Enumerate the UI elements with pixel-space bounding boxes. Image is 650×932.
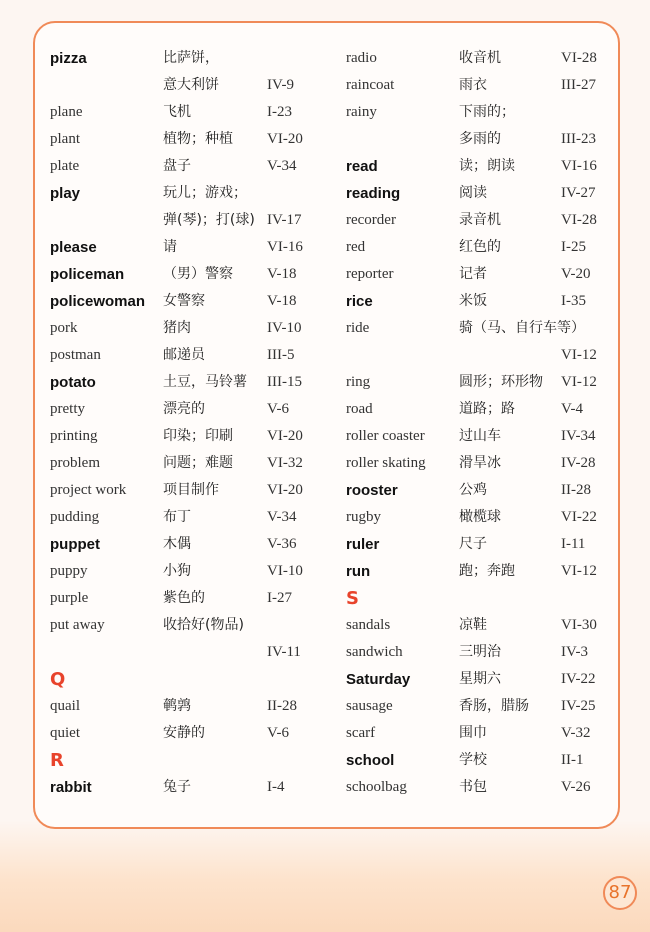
entry-reference: V-18 bbox=[267, 293, 297, 309]
entry-reference: III-27 bbox=[561, 77, 596, 93]
entry-reference: V-20 bbox=[561, 266, 591, 282]
entry-reference: VI-12 bbox=[561, 563, 597, 579]
entry-reference: I-4 bbox=[267, 779, 285, 795]
entry-reference: VI-12 bbox=[561, 374, 597, 390]
entry-meaning: 安静的 bbox=[163, 725, 205, 741]
entry-reference: IV-34 bbox=[561, 428, 596, 444]
entry-meaning: 尺子 bbox=[459, 536, 487, 552]
entry-meaning: 红色的 bbox=[459, 239, 501, 255]
entry-meaning: 录音机 bbox=[459, 212, 501, 228]
entry-meaning: 书包 bbox=[459, 779, 487, 795]
entry-reference: I-35 bbox=[561, 293, 586, 309]
entry-word: radio bbox=[346, 50, 377, 66]
entry-meaning: 项目制作 bbox=[163, 482, 219, 498]
entry-reference: II-28 bbox=[267, 698, 297, 714]
entry-reference: VI-30 bbox=[561, 617, 597, 633]
entry-reference: VI-12 bbox=[561, 347, 597, 363]
entry-reference: IV-28 bbox=[561, 455, 596, 471]
entry-meaning: 印染；印刷 bbox=[163, 428, 233, 444]
entry-word: project work bbox=[50, 482, 127, 498]
entry-meaning: 土豆，马铃薯 bbox=[163, 374, 247, 390]
entry-meaning: 米饭 bbox=[459, 293, 487, 309]
entry-meaning: 布丁 bbox=[163, 509, 191, 525]
entry-word: pudding bbox=[50, 509, 100, 525]
entry-reference: I-23 bbox=[267, 104, 292, 120]
entry-meaning: 弹(琴)；打(球) bbox=[163, 212, 255, 228]
entry-meaning: 小狗 bbox=[163, 563, 191, 579]
glossary-panel bbox=[33, 21, 620, 829]
entry-reference: V-34 bbox=[267, 158, 297, 174]
entry-meaning: 骑（马、自行车等） bbox=[459, 320, 585, 336]
entry-word: potato bbox=[50, 374, 96, 391]
entry-word: recorder bbox=[346, 212, 396, 228]
entry-meaning: 记者 bbox=[459, 266, 487, 282]
entry-word: reporter bbox=[346, 266, 394, 282]
entry-word: play bbox=[50, 185, 81, 202]
entry-word: read bbox=[346, 158, 378, 175]
page-number: 87 bbox=[603, 876, 637, 910]
entry-reference: I-25 bbox=[561, 239, 586, 255]
entry-reference: II-1 bbox=[561, 752, 584, 768]
entry-meaning: 兔子 bbox=[163, 779, 191, 795]
entry-word: pizza bbox=[50, 50, 87, 67]
entry-meaning: 橄榄球 bbox=[459, 509, 501, 525]
entry-reference: V-32 bbox=[561, 725, 591, 741]
entry-meaning: 凉鞋 bbox=[459, 617, 487, 633]
entry-meaning: 下雨的； bbox=[459, 104, 515, 120]
entry-meaning: 阅读 bbox=[459, 185, 487, 201]
entry-word: rabbit bbox=[50, 779, 92, 796]
entry-word: reading bbox=[346, 185, 401, 202]
entry-word: roller coaster bbox=[346, 428, 425, 444]
entry-meaning: 植物；种植 bbox=[163, 131, 233, 147]
entry-reference: VI-22 bbox=[561, 509, 597, 525]
entry-meaning: 盘子 bbox=[163, 158, 191, 174]
entry-word: printing bbox=[50, 428, 98, 444]
entry-reference: VI-16 bbox=[561, 158, 597, 174]
entry-reference: V-18 bbox=[267, 266, 297, 282]
entry-meaning: 圆形；环形物 bbox=[459, 374, 543, 390]
entry-word: Saturday bbox=[346, 671, 411, 688]
entry-meaning: 紫色的 bbox=[163, 590, 205, 606]
entry-word: plant bbox=[50, 131, 80, 147]
entry-reference: IV-17 bbox=[267, 212, 302, 228]
entry-word: scarf bbox=[346, 725, 376, 741]
entry-word: ride bbox=[346, 320, 370, 336]
entry-reference: IV-25 bbox=[561, 698, 596, 714]
entry-word: sandals bbox=[346, 617, 391, 633]
entry-word: puppy bbox=[50, 563, 88, 579]
entry-meaning: 学校 bbox=[459, 752, 487, 768]
entry-meaning: 围巾 bbox=[459, 725, 487, 741]
entry-reference: VI-28 bbox=[561, 50, 597, 66]
entry-meaning: 道路；路 bbox=[459, 401, 515, 417]
entry-reference: IV-27 bbox=[561, 185, 596, 201]
entry-word: ruler bbox=[346, 536, 380, 553]
entry-meaning: 雨衣 bbox=[459, 77, 487, 93]
entry-word: rainy bbox=[346, 104, 377, 120]
entry-word: please bbox=[50, 239, 97, 256]
entry-reference: VI-10 bbox=[267, 563, 303, 579]
entry-meaning: 跑；奔跑 bbox=[459, 563, 515, 579]
entry-word: plane bbox=[50, 104, 83, 120]
entry-meaning: 玩儿；游戏； bbox=[163, 185, 247, 201]
entry-reference: VI-20 bbox=[267, 131, 303, 147]
entry-word: raincoat bbox=[346, 77, 395, 93]
entry-meaning: 多雨的 bbox=[459, 131, 501, 147]
entry-reference: V-4 bbox=[561, 401, 583, 417]
entry-reference: V-26 bbox=[561, 779, 591, 795]
entry-word: rugby bbox=[346, 509, 381, 525]
entry-word: rice bbox=[346, 293, 373, 310]
entry-reference: VI-28 bbox=[561, 212, 597, 228]
entry-reference: V-36 bbox=[267, 536, 297, 552]
entry-reference: III-23 bbox=[561, 131, 596, 147]
entry-meaning: 滑旱冰 bbox=[459, 455, 501, 471]
entry-meaning: 请 bbox=[163, 239, 177, 255]
entry-reference: VI-20 bbox=[267, 428, 303, 444]
entry-word: purple bbox=[50, 590, 89, 606]
entry-meaning: 鹌鹑 bbox=[163, 698, 191, 714]
entry-word: puppet bbox=[50, 536, 100, 553]
entry-reference: V-6 bbox=[267, 401, 289, 417]
entry-reference: IV-3 bbox=[561, 644, 588, 660]
entry-word: sausage bbox=[346, 698, 393, 714]
entry-meaning: 木偶 bbox=[163, 536, 191, 552]
section-letter: Q bbox=[50, 669, 66, 690]
entry-meaning: 邮递员 bbox=[163, 347, 205, 363]
entry-meaning: 比萨饼， bbox=[163, 50, 219, 66]
entry-meaning: 公鸡 bbox=[459, 482, 487, 498]
section-letter: R bbox=[50, 750, 64, 771]
entry-meaning: 过山车 bbox=[459, 428, 501, 444]
entry-word: plate bbox=[50, 158, 80, 174]
entry-word: pork bbox=[50, 320, 78, 336]
entry-reference: II-28 bbox=[561, 482, 591, 498]
entry-word: policeman bbox=[50, 266, 125, 283]
entry-meaning: （男）警察 bbox=[163, 266, 233, 282]
entry-reference: IV-10 bbox=[267, 320, 302, 336]
entry-word: sandwich bbox=[346, 644, 403, 660]
entry-word: red bbox=[346, 239, 366, 255]
entry-meaning: 星期六 bbox=[459, 671, 501, 687]
entry-meaning: 飞机 bbox=[163, 104, 191, 120]
entry-reference: VI-16 bbox=[267, 239, 303, 255]
entry-meaning: 收音机 bbox=[459, 50, 501, 66]
entry-reference: I-11 bbox=[561, 536, 586, 552]
entry-word: policewoman bbox=[50, 293, 146, 310]
entry-meaning: 意大利饼 bbox=[163, 77, 219, 93]
entry-reference: III-15 bbox=[267, 374, 302, 390]
entry-meaning: 三明治 bbox=[459, 644, 501, 660]
entry-reference: V-6 bbox=[267, 725, 289, 741]
entry-word: pretty bbox=[50, 401, 85, 417]
entry-word: schoolbag bbox=[346, 779, 407, 795]
entry-word: postman bbox=[50, 347, 101, 363]
entry-word: put away bbox=[50, 617, 105, 633]
entry-reference: IV-11 bbox=[267, 644, 301, 660]
entry-word: quiet bbox=[50, 725, 80, 741]
entry-word: rooster bbox=[346, 482, 398, 499]
entry-meaning: 女警察 bbox=[163, 293, 205, 309]
entry-word: ring bbox=[346, 374, 371, 390]
entry-meaning: 香肠，腊肠 bbox=[459, 698, 529, 714]
entry-word: school bbox=[346, 752, 395, 769]
entry-reference: IV-22 bbox=[561, 671, 596, 687]
entry-reference: VI-20 bbox=[267, 482, 303, 498]
entry-reference: I-27 bbox=[267, 590, 292, 606]
entry-word: quail bbox=[50, 698, 80, 714]
entry-word: run bbox=[346, 563, 371, 580]
entry-word: road bbox=[346, 401, 373, 417]
entry-reference: V-34 bbox=[267, 509, 297, 525]
entry-meaning: 读；朗读 bbox=[459, 158, 515, 174]
entry-meaning: 收拾好(物品) bbox=[163, 617, 244, 633]
entry-reference: IV-9 bbox=[267, 77, 294, 93]
entry-word: problem bbox=[50, 455, 100, 471]
entry-meaning: 问题；难题 bbox=[163, 455, 233, 471]
section-letter: S bbox=[346, 588, 359, 609]
entry-reference: VI-32 bbox=[267, 455, 303, 471]
entry-reference: III-5 bbox=[267, 347, 295, 363]
entry-meaning: 漂亮的 bbox=[163, 401, 205, 417]
entry-meaning: 猪肉 bbox=[163, 320, 191, 336]
entry-word: roller skating bbox=[346, 455, 426, 471]
